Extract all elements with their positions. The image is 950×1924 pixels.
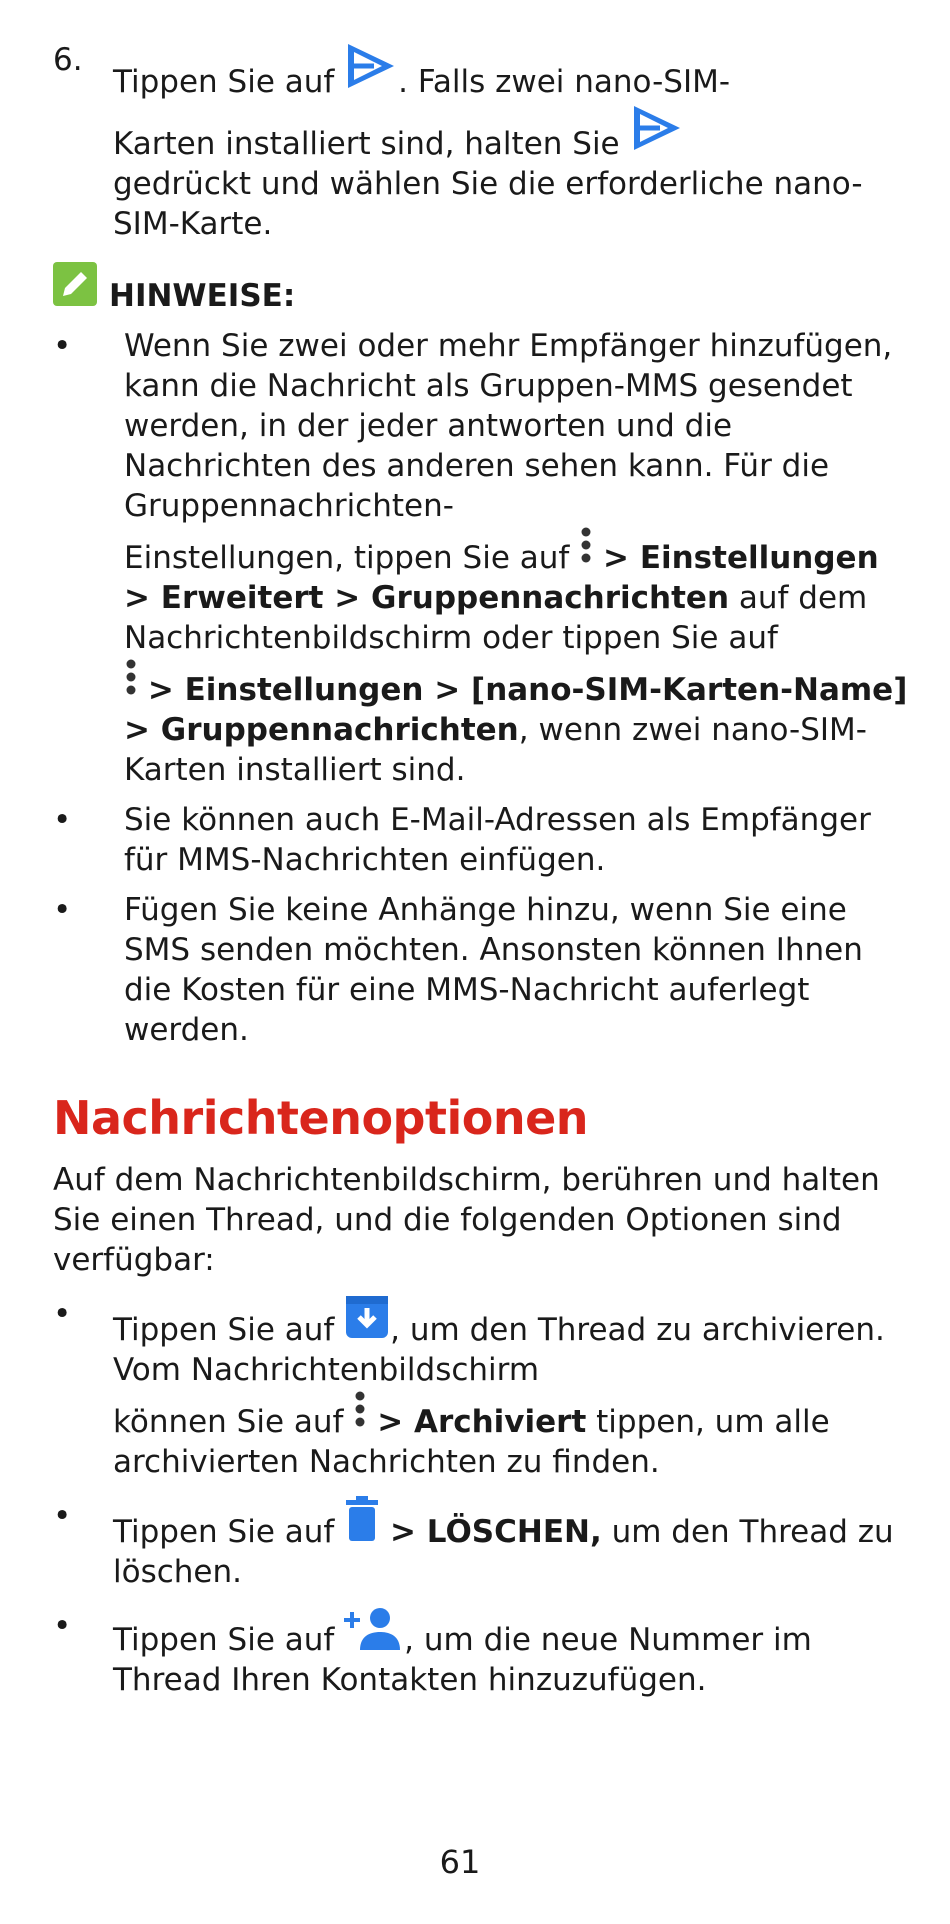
more-vert-icon	[579, 526, 593, 578]
option-item: • Tippen Sie auf > LÖSCHEN, um den Thread zu löschen.	[53, 1498, 894, 1590]
more-vert-icon	[353, 1390, 367, 1442]
manual-page	[53, 40, 913, 1700]
section-intro: Auf dem Nachrichtenbildschirm, berühren und halten Sie einen Thread, und die folgenden Optionen sind verfügbar:	[53, 1162, 880, 1278]
hint-item: • Sie können auch E-Mail-Adressen als Empfänger für MMS-Nachrichten einfügen.	[53, 802, 871, 878]
send-icon	[344, 40, 398, 102]
hint-item: • Wenn Sie zwei oder mehr Empfänger hinzufügen, kann die Nachricht als Gruppen-MMS gesendet werden, in der jeder antworten und die Nachrichten des anderen sehen kann. Für die Gruppennachrichten- Einstellungen, tippen Sie auf > Einstellungen > Erweitert > Gruppennachrichten auf dem Nachrichtenbildschirm oder tippen Sie auf > Einstellungen > [nano-SIM-Karten-Name] > Gruppennachrichten, wenn zwei nano-SIM-Karten installiert sind.	[53, 328, 908, 788]
section-title: Nachrichtenoptionen	[53, 1091, 589, 1145]
hints-list	[53, 326, 913, 1050]
pencil-icon	[53, 262, 97, 316]
send-icon	[630, 102, 684, 164]
hints-header	[53, 262, 913, 316]
add-person-icon	[344, 1606, 404, 1660]
more-vert-icon	[124, 658, 138, 710]
hints-title: HINWEISE:	[109, 278, 296, 314]
page-number: 61	[439, 1843, 481, 1881]
step-6	[53, 40, 913, 244]
trash-icon	[344, 1496, 380, 1552]
options-list	[53, 1294, 913, 1700]
archive-icon	[344, 1294, 390, 1350]
option-item: • Tippen Sie auf , um den Thread zu archivieren. Vom Nachrichtenbildschirm können Sie auf > Archiviert tippen, um alle archivierten Nachrichten zu finden.	[53, 1296, 885, 1480]
hint-item: • Fügen Sie keine Anhänge hinzu, wenn Sie eine SMS senden möchten. Ansonsten können Ihnen die Kosten für eine MMS-Nachricht auferlegt werden.	[53, 892, 863, 1048]
step-number: 6.	[53, 42, 83, 78]
option-item: • Tippen Sie auf , um die neue Nummer im Thread Ihren Kontakten hinzuzufügen.	[53, 1608, 812, 1698]
step-6-text: Tippen Sie auf . Falls zwei nano-SIM- Karten installiert sind, halten Sie gedrückt und wählen Sie die erforderliche nano-SIM-Karte.	[113, 40, 913, 244]
